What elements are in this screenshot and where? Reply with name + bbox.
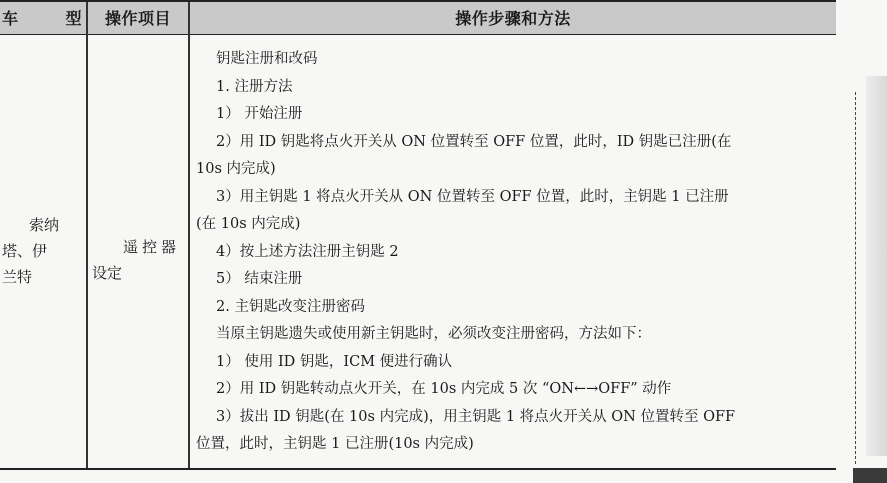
operation-item-line: 遥控器 [122, 238, 180, 256]
step-line: 当原主钥匙遗失或使用新主钥匙时，必须改变注册密码，方法如下： [216, 326, 651, 342]
page-edge-shadow [866, 76, 887, 456]
step-line: 10s 内完成) [196, 161, 276, 177]
corner-mark [853, 468, 887, 483]
margin-dashed-line [855, 92, 856, 464]
steps-cell [196, 46, 832, 459]
step-line: 1） 开始注册 [216, 106, 303, 122]
step-line: 1. 注册方法 [216, 78, 293, 95]
step-line: 4）按上述方法注册主钥匙 2 [216, 243, 399, 260]
car-type-line: 塔、伊 [2, 242, 48, 260]
step-line: 5） 结束注册 [216, 271, 303, 287]
header-car-type-left: 车 [2, 9, 19, 28]
car-type-line: 索纳 [28, 216, 59, 234]
car-type-cell [0, 212, 86, 290]
table-header-row [0, 2, 836, 35]
step-line: 2）用 ID 钥匙将点火开关从 ON 位置转至 OFF 位置，此时，ID 钥匙已注册(在 [216, 133, 732, 150]
operation-item-cell [88, 234, 188, 286]
car-type-line: 兰特 [2, 268, 33, 286]
step-line: 钥匙注册和改码 [216, 51, 318, 67]
operation-item-line: 设定 [92, 264, 123, 282]
step-line: (在 10s 内完成) [196, 216, 301, 232]
header-car-type-right: 型 [65, 9, 82, 28]
header-operation-item: 操作项目 [104, 9, 171, 28]
step-line: 2）用 ID 钥匙转动点火开关，在 10s 内完成 5 次 “ON←→OFF” 动作 [216, 381, 672, 397]
header-steps-methods: 操作步骤和方法 [455, 9, 571, 28]
step-line: 3）拔出 ID 钥匙(在 10s 内完成)，用主钥匙 1 将点火开关从 ON 位置转至 OFF [216, 408, 736, 425]
step-line: 位置，此时，主钥匙 1 已注册(10s 内完成) [196, 436, 474, 452]
header-car-type [0, 2, 86, 33]
step-line: 1） 使用 ID 钥匙，ICM 便进行确认 [216, 353, 453, 370]
step-line: 3）用主钥匙 1 将点火开关从 ON 位置转至 OFF 位置，此时，主钥匙 1 已注册 [216, 188, 729, 205]
column-divider [188, 2, 190, 468]
step-line: 2. 主钥匙改变注册密码 [216, 298, 365, 315]
